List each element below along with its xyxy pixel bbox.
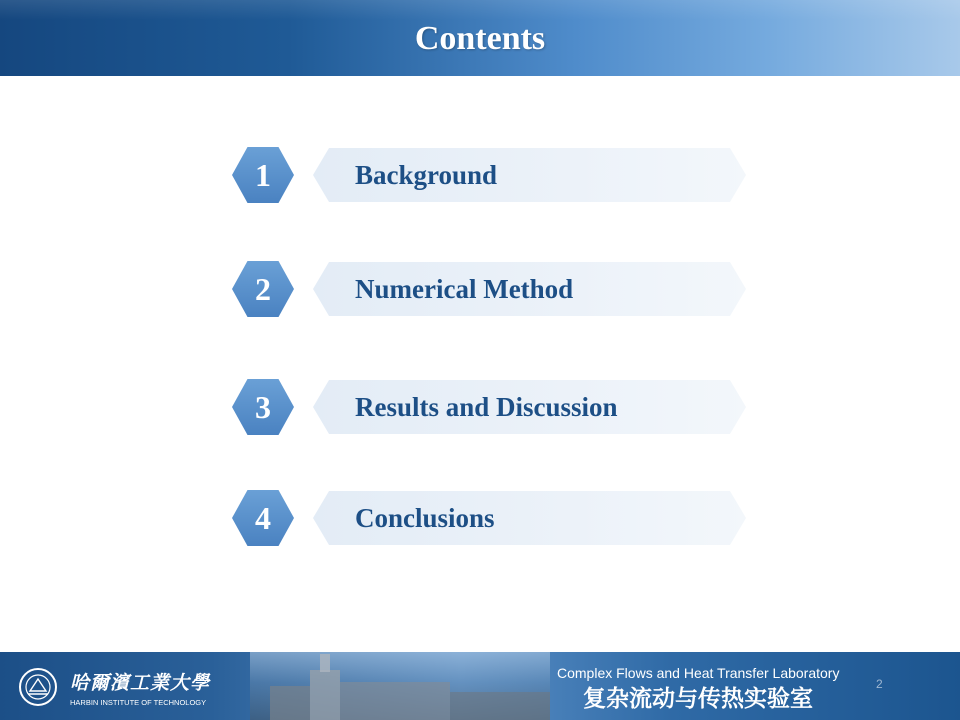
building-shape bbox=[310, 670, 340, 720]
page-title: Contents bbox=[414, 20, 546, 57]
contents-item-2[interactable] bbox=[0, 259, 960, 319]
item-label-numerical-method: Numerical Method bbox=[355, 274, 574, 304]
contents-item-3[interactable] bbox=[0, 377, 960, 437]
lab-name-en: Complex Flows and Heat Transfer Laboratory bbox=[557, 665, 840, 681]
item-label-results-and-discussion: Results and Discussion bbox=[355, 392, 618, 422]
page-number: 2 bbox=[876, 677, 883, 691]
item-number: 4 bbox=[255, 500, 271, 536]
item-number: 1 bbox=[255, 157, 271, 193]
campus-photo bbox=[250, 652, 550, 720]
lab-name-cn: 复杂流动与传热实验室 bbox=[583, 686, 813, 712]
header-banner bbox=[0, 0, 960, 76]
item-label-conclusions: Conclusions bbox=[355, 503, 495, 533]
building-tower-shape bbox=[320, 654, 330, 672]
harbin-seal-icon bbox=[18, 667, 58, 707]
building-shape bbox=[340, 682, 450, 720]
building-shape bbox=[450, 692, 550, 720]
contents-item-1[interactable] bbox=[0, 145, 960, 205]
university-name-cn: 哈爾濱工業大學 bbox=[70, 673, 211, 694]
item-label-background: Background bbox=[355, 160, 498, 190]
item-number: 2 bbox=[255, 271, 271, 307]
university-name-en: HARBIN INSTITUTE OF TECHNOLOGY bbox=[70, 698, 207, 707]
contents-item-4[interactable] bbox=[0, 488, 960, 548]
item-number: 3 bbox=[255, 389, 271, 425]
footer-banner bbox=[0, 652, 960, 720]
building-shape bbox=[270, 686, 310, 720]
